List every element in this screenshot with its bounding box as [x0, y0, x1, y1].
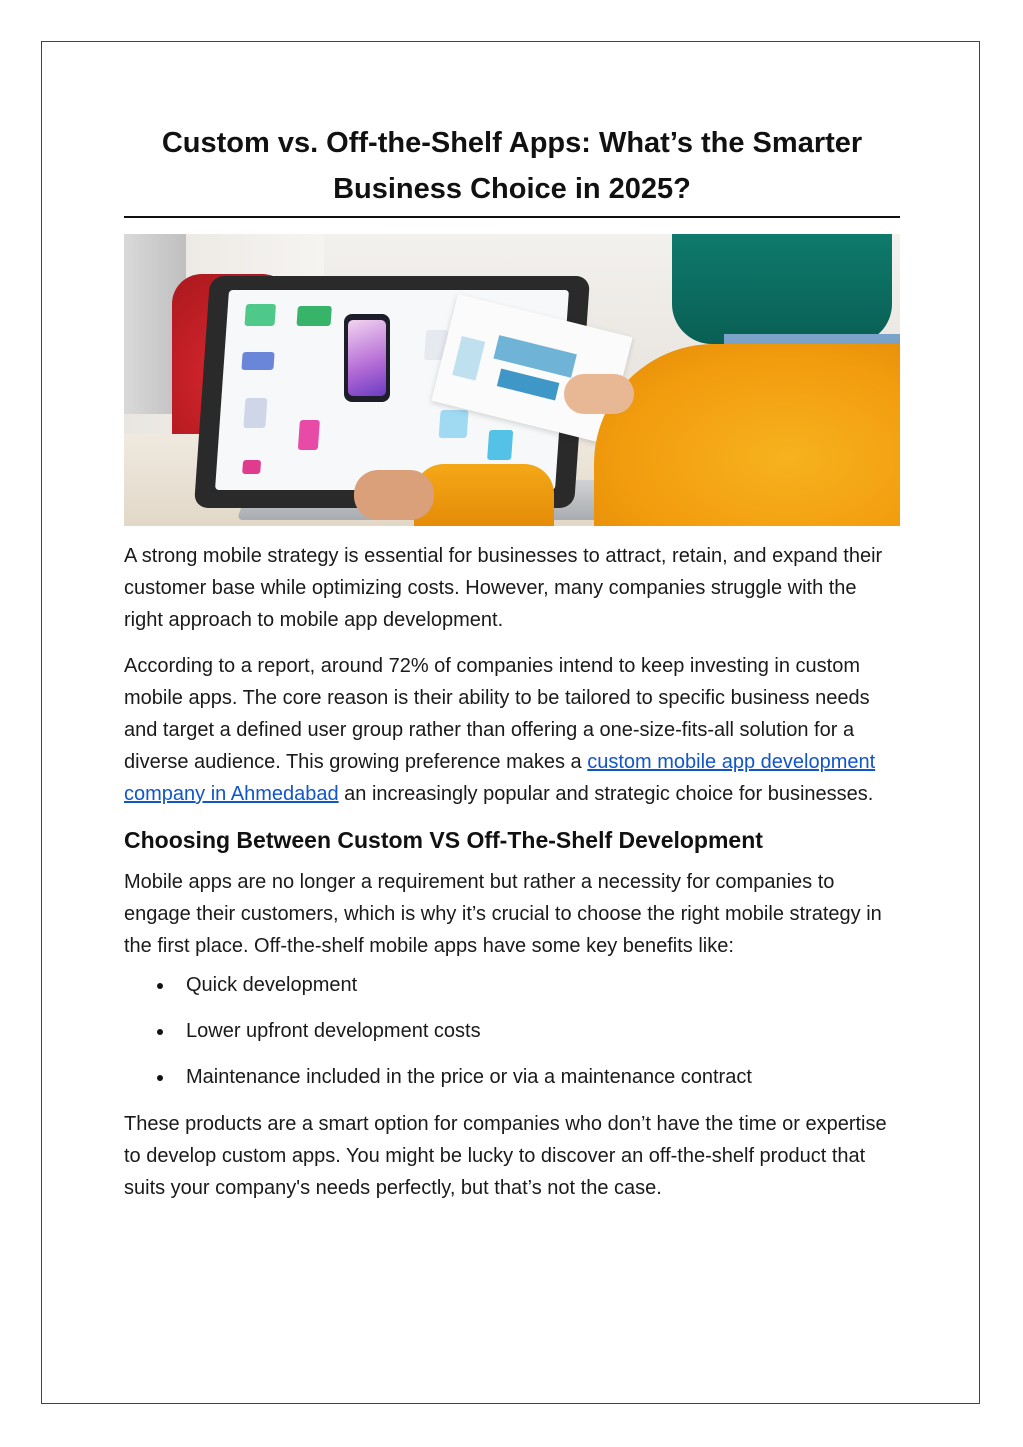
list-item	[124, 1062, 900, 1092]
hero-person-yellow	[594, 344, 900, 526]
title-underline	[124, 216, 900, 218]
custom-app-company-link[interactable]: custom mobile app development company in Ahmedabad	[124, 751, 876, 805]
hero-sleeve	[414, 464, 554, 526]
hero-hand	[564, 374, 634, 414]
benefit-text: Lower upfront development costs	[186, 1020, 481, 1042]
bullet-icon	[157, 1075, 163, 1081]
closing-paragraph: These products are a smart option for companies who don’t have the time or expertise to develop custom apps. You might be lucky to discover an off-the-shelf product that suits your company's needs perfectly, but that’s not the case.	[124, 1113, 887, 1199]
hero-hand-typing	[354, 470, 434, 520]
section-paragraph: Mobile apps are no longer a requirement but rather a necessity for companies to engage their customers, which is why it’s crucial to choose the right mobile strategy in the first place. Off-the-shelf mobile apps have some key benefits like:	[124, 871, 882, 957]
bullet-icon	[157, 1029, 163, 1035]
intro-paragraph: A strong mobile strategy is essential for businesses to attract, retain, and expand their customer base while optimizing costs. However, many companies struggle with the right approach to mobile app development.	[124, 545, 883, 631]
hero-person-teal	[672, 234, 892, 344]
bullet-icon	[157, 983, 163, 989]
title-line-1: Custom vs. Off-the-Shelf Apps: What’s the Smarter	[161, 127, 863, 159]
title-line-2: Business Choice in 2025?	[333, 173, 691, 205]
list-item	[124, 1016, 900, 1046]
section-heading: Choosing Between Custom VS Off-The-Shelf Development	[124, 827, 763, 853]
article-title	[124, 120, 900, 212]
hero-image	[124, 234, 900, 526]
statistics-paragraph	[124, 650, 900, 810]
benefit-text: Maintenance included in the price or via a maintenance contract	[186, 1066, 752, 1088]
article	[124, 120, 900, 1204]
benefits-list	[124, 970, 900, 1092]
list-item	[124, 970, 900, 1000]
benefit-text: Quick development	[186, 974, 358, 996]
para2-text-before: According to a report, around 72% of companies intend to keep investing in custom mobile apps. The core reason is their ability to be tailored to specific business needs and target a defined user group rather than offering a one-size-fits-all solution for a diverse audience. This growing preference makes a	[124, 655, 870, 773]
para2-text-after: an increasingly popular and strategic choice for businesses.	[338, 783, 874, 805]
hero-phone-screen	[348, 320, 386, 396]
